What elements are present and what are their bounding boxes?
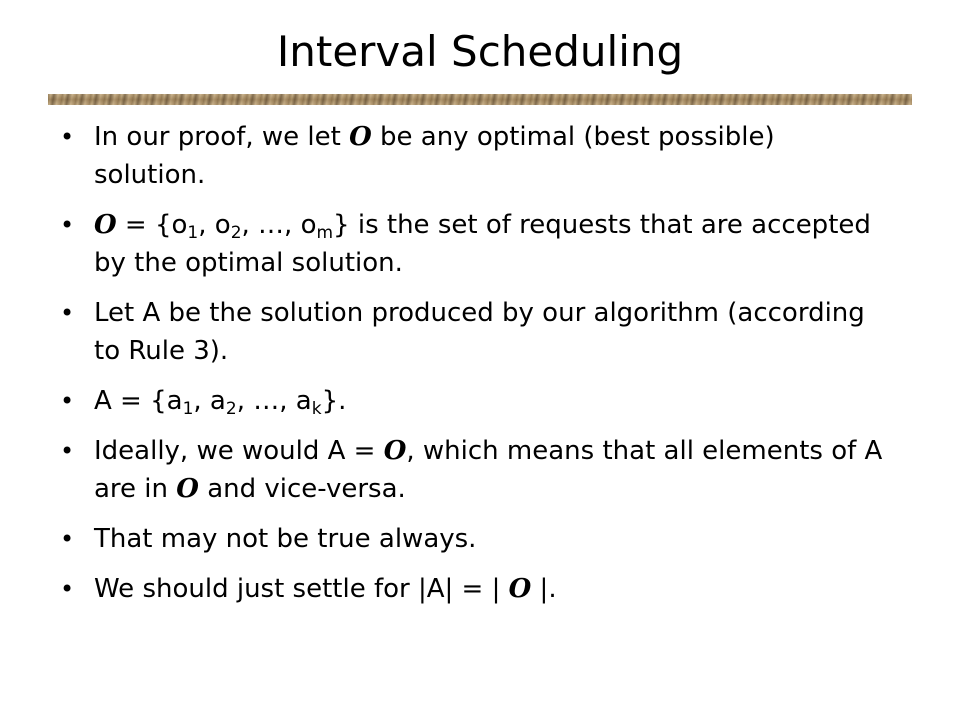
bullet-item bbox=[60, 206, 890, 282]
bullet-text: A = {a bbox=[94, 386, 183, 416]
bullet-item bbox=[60, 382, 890, 420]
optimal-set-symbol: O bbox=[383, 436, 407, 466]
bullet-text: |. bbox=[531, 574, 557, 604]
bullet-list bbox=[60, 118, 890, 620]
bullet-text: In our proof, we let bbox=[94, 122, 350, 152]
bullet-text: }. bbox=[321, 386, 347, 416]
bullet-dot-icon: • bbox=[60, 575, 75, 603]
bullet-text: Let A be the solution produced by our algorithm (according to Rule 3). bbox=[94, 298, 865, 366]
subscript: 2 bbox=[230, 223, 242, 243]
bullet-text: = {o bbox=[116, 210, 188, 240]
bullet-text: That may not be true always. bbox=[94, 524, 477, 554]
optimal-set-symbol: O bbox=[176, 474, 199, 504]
slide-title: Interval Scheduling bbox=[276, 27, 684, 76]
bullet-text: , …, o bbox=[241, 210, 317, 240]
bullet-item bbox=[60, 432, 890, 508]
subscript: 1 bbox=[187, 223, 199, 243]
bullet-text: and vice-versa. bbox=[198, 474, 406, 504]
bullet-text: Ideally, we would A = bbox=[94, 436, 384, 466]
bullet-item bbox=[60, 294, 890, 370]
bullet-dot-icon: • bbox=[60, 525, 75, 553]
bullet-item bbox=[60, 520, 890, 558]
bullet-dot-icon: • bbox=[60, 437, 75, 465]
optimal-set-symbol: O bbox=[349, 122, 372, 152]
title-divider bbox=[48, 94, 912, 105]
bullet-text: be any optimal (best possible) solution. bbox=[94, 122, 775, 190]
bullet-text: , …, a bbox=[236, 386, 312, 416]
bullet-dot-icon: • bbox=[60, 211, 75, 239]
optimal-set-symbol: O bbox=[94, 210, 117, 240]
bullet-item bbox=[60, 570, 890, 608]
bullet-dot-icon: • bbox=[60, 387, 75, 415]
bullet-text: } is the set of requests that are accepted by the optimal solution. bbox=[94, 210, 871, 278]
subscript: m bbox=[316, 223, 334, 243]
subscript: 2 bbox=[225, 399, 237, 419]
bullet-text: , which means that all elements of A are in bbox=[94, 436, 883, 504]
subscript: k bbox=[311, 399, 322, 419]
bullet-text: , o bbox=[198, 210, 231, 240]
bullet-text: We should just settle for |A| = | bbox=[94, 574, 509, 604]
optimal-set-symbol: O bbox=[508, 574, 532, 604]
bullet-dot-icon: • bbox=[60, 123, 75, 151]
bullet-item bbox=[60, 118, 890, 194]
bullet-dot-icon: • bbox=[60, 299, 75, 327]
subscript: 1 bbox=[182, 399, 194, 419]
bullet-text: , a bbox=[193, 386, 226, 416]
